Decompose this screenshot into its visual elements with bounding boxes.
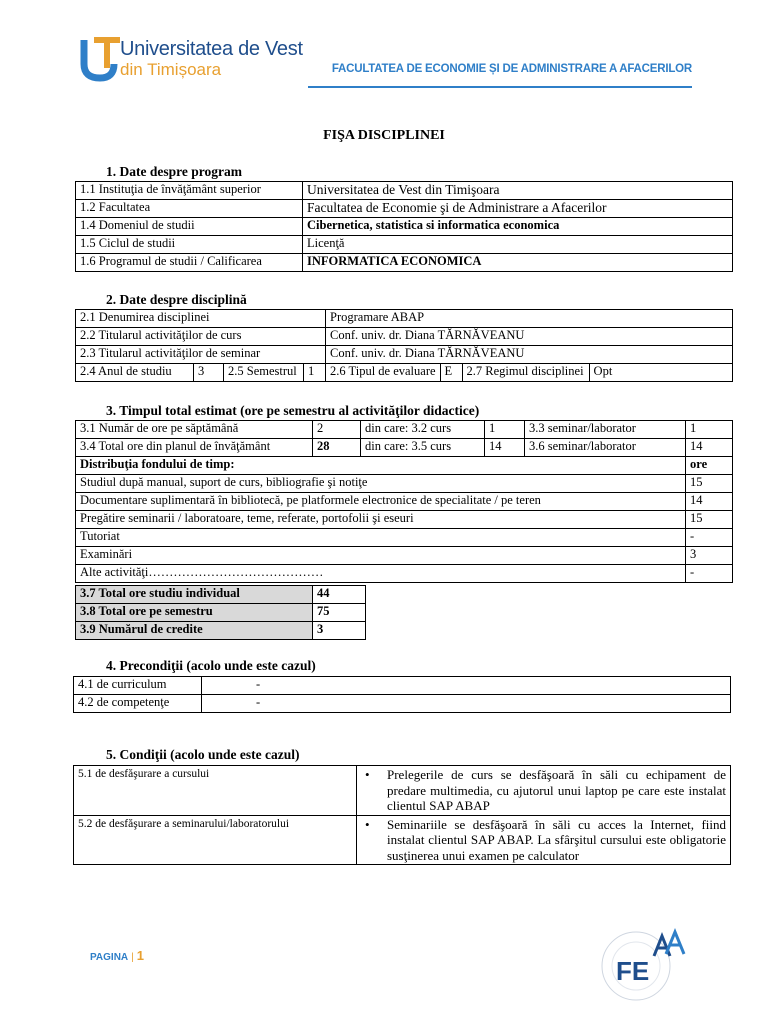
year-label: 2.4 Anul de studiu bbox=[76, 364, 194, 382]
row-value: Conf. univ. dr. Diana TĂRNĂVEANU bbox=[326, 328, 733, 346]
page-number-footer bbox=[90, 948, 144, 963]
page-number: 1 bbox=[136, 948, 144, 963]
table-row bbox=[74, 695, 731, 713]
distribution-unit: ore bbox=[686, 457, 733, 475]
university-logo-mark-icon bbox=[80, 34, 120, 82]
row-value: - bbox=[202, 695, 731, 713]
weekly-hours-value: 2 bbox=[313, 421, 361, 439]
total-value: 44 bbox=[313, 586, 366, 604]
table-row bbox=[76, 182, 733, 200]
eval-label: 2.6 Tipul de evaluare bbox=[326, 364, 441, 382]
table-row bbox=[76, 475, 733, 493]
discipline-table bbox=[75, 309, 733, 382]
total-label: 3.8 Total ore pe semestru bbox=[76, 604, 313, 622]
row-value: - bbox=[686, 565, 733, 583]
seminar-total-value: 14 bbox=[686, 439, 733, 457]
section2-heading: 2. Date despre disciplină bbox=[106, 292, 247, 307]
row-value: Universitatea de Vest din Timişoara bbox=[303, 182, 733, 200]
seminar-hours-value: 1 bbox=[686, 421, 733, 439]
page-label: PAGINA bbox=[90, 952, 129, 963]
course-hours-label: din care: 3.2 curs bbox=[361, 421, 485, 439]
row-label: 1.5 Ciclul de studii bbox=[76, 236, 303, 254]
table-row bbox=[76, 310, 733, 328]
bullet-icon: • bbox=[365, 767, 370, 782]
row-label: 1.6 Programul de studii / Calificarea bbox=[76, 254, 303, 272]
row-value: - bbox=[202, 677, 731, 695]
svg-text:FE: FE bbox=[616, 956, 650, 986]
totals-table bbox=[75, 585, 366, 640]
row-label: 2.1 Denumirea disciplinei bbox=[76, 310, 326, 328]
table-row bbox=[76, 529, 733, 547]
table-row bbox=[76, 547, 733, 565]
row-value: Licenţă bbox=[303, 236, 733, 254]
table-row bbox=[76, 421, 733, 439]
semester-value: 1 bbox=[304, 364, 326, 382]
row-label: 1.1 Instituţia de învăţământ superior bbox=[76, 182, 303, 200]
distribution-label: Distribuţia fondului de timp: bbox=[76, 457, 686, 475]
row-value: 3 bbox=[686, 547, 733, 565]
row-label: Documentare suplimentară în bibliotecă, pe platformele electronice de specialitate / pe teren bbox=[76, 493, 686, 511]
row-value: - bbox=[686, 529, 733, 547]
total-label: 3.7 Total ore studiu individual bbox=[76, 586, 313, 604]
document-title: FIŞA DISCIPLINEI bbox=[323, 128, 445, 143]
table-row bbox=[76, 200, 733, 218]
table-row bbox=[76, 346, 733, 364]
total-label: 3.9 Numărul de credite bbox=[76, 622, 313, 640]
row-label: Pregătire seminarii / laboratoare, teme, referate, portofolii şi eseuri bbox=[76, 511, 686, 529]
table-row bbox=[76, 254, 733, 272]
row-label: 5.1 de desfăşurare a cursului bbox=[74, 766, 357, 816]
row-label: Alte activităţi…………………………………… bbox=[76, 565, 686, 583]
section4-heading: 4. Precondiţii (acolo unde este cazul) bbox=[106, 658, 316, 673]
weekly-hours-label: 3.1 Număr de ore pe săptămână bbox=[76, 421, 313, 439]
eval-value: E bbox=[440, 364, 462, 382]
university-logo bbox=[80, 34, 310, 82]
row-value bbox=[357, 815, 731, 865]
total-plan-value: 28 bbox=[313, 439, 361, 457]
row-label: 5.2 de desfăşurare a seminarului/laboratorului bbox=[74, 815, 357, 865]
table-row bbox=[76, 236, 733, 254]
row-value: Conf. univ. dr. Diana TĂRNĂVEANU bbox=[326, 346, 733, 364]
bullet-icon: • bbox=[365, 816, 370, 832]
row-label: Studiul după manual, suport de curs, bibliografie şi notiţe bbox=[76, 475, 686, 493]
seminar-total-label: 3.6 seminar/laborator bbox=[525, 439, 686, 457]
table-row bbox=[76, 439, 733, 457]
header-divider bbox=[308, 86, 692, 88]
row-label: 2.3 Titularul activităţilor de seminar bbox=[76, 346, 326, 364]
page-separator: | bbox=[131, 952, 134, 963]
semester-label: 2.5 Semestrul bbox=[224, 364, 304, 382]
section1-heading: 1. Date despre program bbox=[106, 164, 242, 179]
row-value bbox=[357, 766, 731, 816]
row-value-text: Prelegerile de curs se desfăşoară în săli cu echipament de predare multimedia, cu ajutorul unui laptop pe care este instalat clientul SAP ABAP bbox=[387, 767, 726, 813]
table-row bbox=[76, 604, 366, 622]
table-row bbox=[76, 493, 733, 511]
seminar-hours-label: 3.3 seminar/laborator bbox=[525, 421, 686, 439]
year-value: 3 bbox=[194, 364, 224, 382]
faculty-name: FACULTATEA DE ECONOMIE ȘI DE ADMINISTRARE A AFACERILOR bbox=[331, 63, 692, 75]
row-value: 15 bbox=[686, 475, 733, 493]
row-value: Programare ABAP bbox=[326, 310, 733, 328]
total-value: 75 bbox=[313, 604, 366, 622]
row-value: INFORMATICA ECONOMICA bbox=[303, 254, 733, 272]
table-row bbox=[76, 328, 733, 346]
total-plan-label: 3.4 Total ore din planul de învăţământ bbox=[76, 439, 313, 457]
row-label: Examinări bbox=[76, 547, 686, 565]
row-label: 4.1 de curriculum bbox=[74, 677, 202, 695]
table-row bbox=[76, 218, 733, 236]
faculty-seal-logo-icon bbox=[596, 914, 692, 1010]
table-row bbox=[74, 815, 731, 865]
course-hours-value: 1 bbox=[485, 421, 525, 439]
preconditions-table bbox=[73, 676, 731, 713]
regime-label: 2.7 Regimul disciplinei bbox=[462, 364, 589, 382]
row-value: 14 bbox=[686, 493, 733, 511]
section3-heading: 3. Timpul total estimat (ore pe semestru al activităţilor didactice) bbox=[106, 403, 480, 418]
table-row bbox=[76, 586, 366, 604]
table-row bbox=[74, 677, 731, 695]
row-label: 1.4 Domeniul de studii bbox=[76, 218, 303, 236]
regime-value: Opt bbox=[589, 364, 732, 382]
total-value: 3 bbox=[313, 622, 366, 640]
table-row bbox=[76, 457, 733, 475]
row-label: 4.2 de competenţe bbox=[74, 695, 202, 713]
row-label: Tutoriat bbox=[76, 529, 686, 547]
row-value: Cibernetica, statistica si informatica economica bbox=[303, 218, 733, 236]
section5-heading: 5. Condiţii (acolo unde este cazul) bbox=[106, 747, 300, 762]
row-value: Facultatea de Economie şi de Administrare a Afacerilor bbox=[303, 200, 733, 218]
logo-text-line1: Universitatea de Vest bbox=[120, 38, 303, 60]
conditions-table bbox=[73, 765, 731, 865]
row-label: 2.2 Titularul activităţilor de curs bbox=[76, 328, 326, 346]
table-row bbox=[76, 622, 366, 640]
table-row bbox=[76, 364, 733, 382]
logo-text-line2: din Timișoara bbox=[120, 60, 222, 79]
table-row bbox=[74, 766, 731, 816]
course-total-value: 14 bbox=[485, 439, 525, 457]
table-row bbox=[76, 565, 733, 583]
program-table bbox=[75, 181, 733, 272]
table-row bbox=[76, 511, 733, 529]
time-table bbox=[75, 420, 733, 583]
course-total-label: din care: 3.5 curs bbox=[361, 439, 485, 457]
row-label: 1.2 Facultatea bbox=[76, 200, 303, 218]
row-value: 15 bbox=[686, 511, 733, 529]
row-value-text: Seminariile se desfăşoară în săli cu acces la Internet, fiind instalat clientul SAP ABAP. La sfârşitul cursului este obligatorie susţinerea unui examen pe calculator bbox=[387, 816, 726, 863]
page-header bbox=[0, 0, 768, 95]
